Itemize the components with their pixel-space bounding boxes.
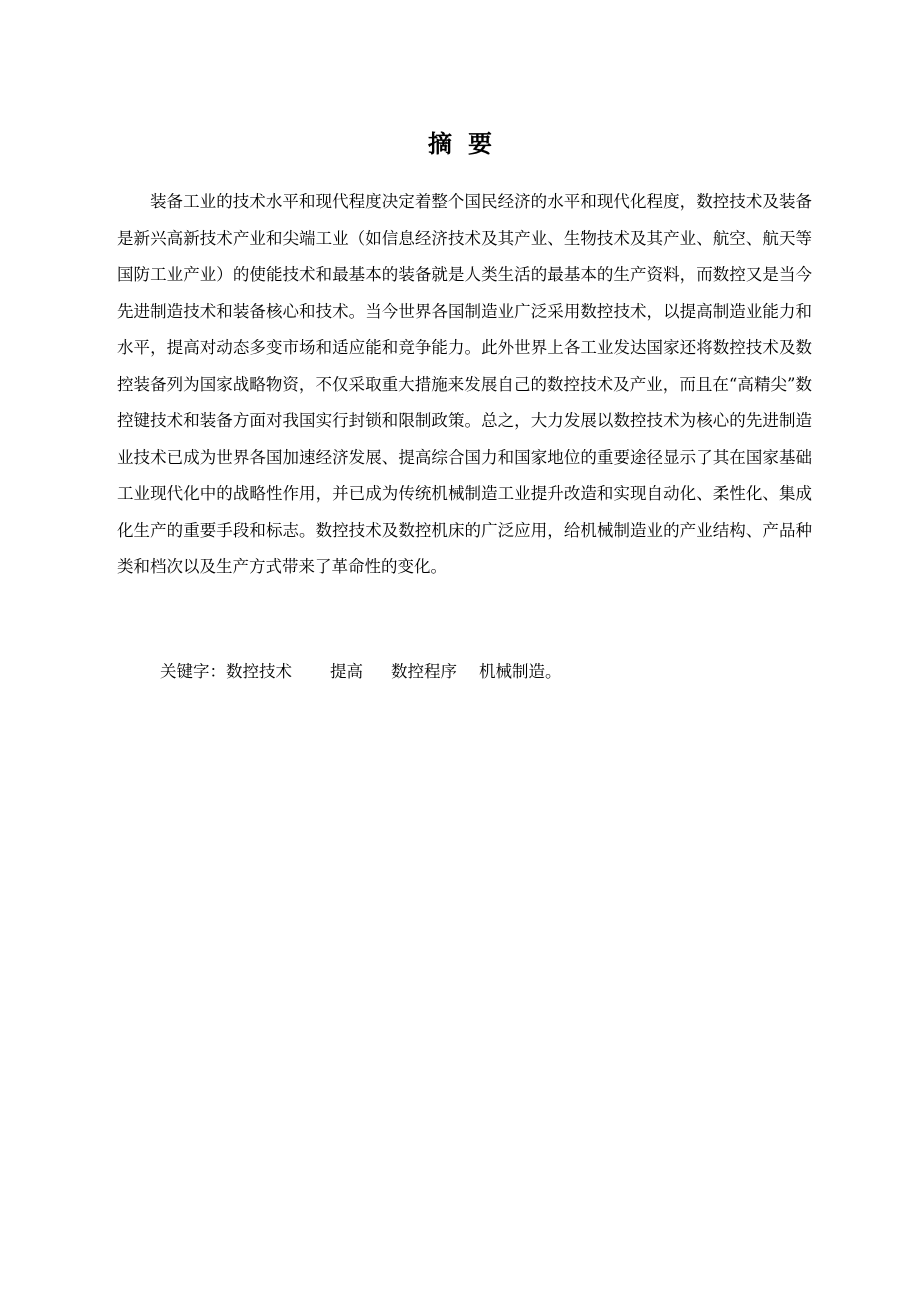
keyword-item: 数控程序 — [391, 662, 457, 681]
abstract-paragraph: 装备工业的技术水平和现代程度决定着整个国民经济的水平和现代化程度，数控技术及装备是新兴高新技术产业和尖端工业（如信息经济技术及其产业、生物技术及其产业、航空、航天等国防工业产业）的使能技术和最基本的装备就是人类生活的最基本的生产资料，而数控又是当今先进制造技术和装备核心和技术。当今世界各国制造业广泛采用数控技术，以提高制造业能力和水平，提高对动态多变市场和适应能和竞争能力。此外世界上各工业发达国家还将数控技术及数控装备列为国家战略物资，不仅采取重大措施来发展自己的数控技术及产业，而且在“高精尖”数控键技术和装备方面对我国实行封锁和限制政策。总之，大力发展以数控技术为核心的先进制造业技术已成为世界各国加速经济发展、提高综合国力和国家地位的重要途径显示了其在国家基础工业现代化中的战略性作用，并已成为传统机械制造工业提升改造和实现自动化、柔性化、集成化生产的重要手段和标志。数控技术及数控机床的广泛应用，给机械制造业的产业结构、产品种类和档次以及生产方式带来了革命性的变化。 — [117, 192, 812, 576]
keyword-item: 机械制造。 — [479, 662, 562, 681]
keyword-item: 提高 — [330, 662, 363, 681]
keywords-line — [117, 654, 812, 690]
keywords-label: 关键字： — [160, 662, 226, 681]
keyword-item: 数控技术 — [226, 662, 292, 681]
abstract-title: 摘要 — [428, 130, 508, 158]
